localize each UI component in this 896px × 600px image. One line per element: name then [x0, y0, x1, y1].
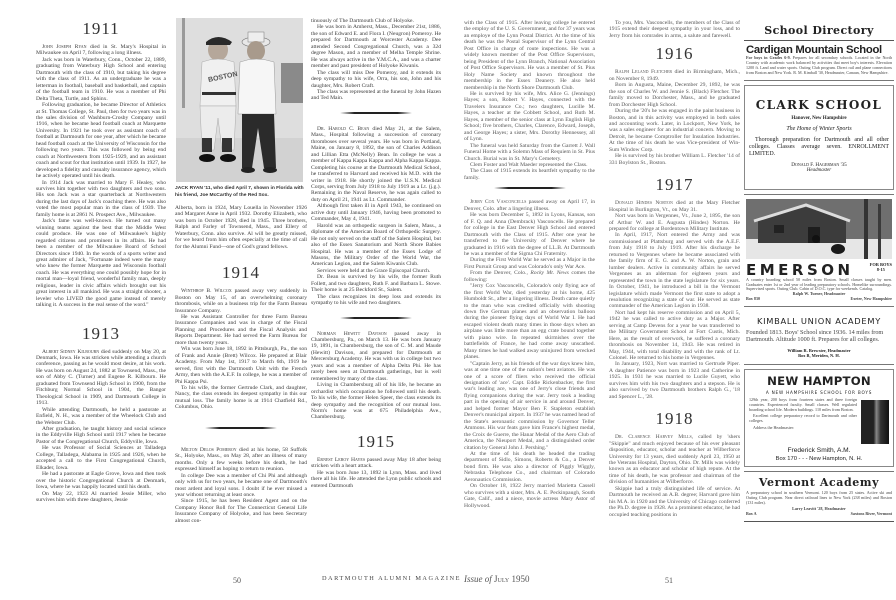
obituary-paragraph: Jerry Cox Vasconcells passed away on April 17, in Denver, Colo. after a lingering illness. — [464, 199, 595, 212]
issue-date: Issue of July 1950 — [464, 574, 530, 584]
obituary-paragraph: To his wife, the former Gertrude Clark, and daughter, Nancy, the class extends its deepest sympathy in this our mutual loss. The family home is at 1914 Chatfield Rd., Columbus, Ohio. — [175, 384, 307, 411]
section-divider — [205, 427, 277, 429]
school-location: Hanover, New Hampshire — [791, 115, 847, 121]
ad-clark-school — [744, 85, 894, 190]
class-year-heading: 1913 — [82, 323, 120, 343]
obituary-paragraph: He is survived by his wife, Mrs. Alice G. (Jennings) Hayes; a son, Robert V. Hayes, connected with the Travelers Insurance Co.; two daughters, Lucille M. Hayes, a teacher at the Cobbett School, and Ruth M. Hayes, a member of the senior class at Lynn English High School; five brothers, Charles, Clarence, Edward, Joseph, and George Hayes; a sister, Mrs. Dorothy Hennessey, all of Lynn. — [464, 90, 595, 143]
school-name: NEW HAMPTON — [767, 373, 871, 388]
obituary-paragraph: tinuously of The Dartmouth Club of Holyoke. — [311, 18, 414, 24]
ad-body: A preparatory school in southern Vermont. 120 boys from 25 states. Active ski and Outing Club program. Near direct railroad lines to New York (238 miles) and Boston (131 miles). — [746, 489, 892, 505]
emerson-photo — [746, 199, 892, 259]
obituary-paragraph: Clem Foster and Walt Maeder represented the Class. — [470, 161, 588, 168]
decedent-name: John Joseph Ryan — [42, 44, 87, 50]
page-number-right: 51 — [665, 576, 673, 585]
school-name: EMERSON — [746, 260, 854, 279]
headmaster-name: Donald F. Hagerman '35 — [791, 161, 847, 168]
school-subtitle: A NEW HAMPSHIRE SCHOOL FOR BOYS — [765, 389, 873, 395]
obituary-paragraph: Nort had kept his reserve commission and on April 5, 1942 he was called to active duty as a Major. After serving at Camp Devens for a year he was transferred to the Military Government School at Fort Custis, Mich. Here, as the result of overwork, he suffered a coronary thrombosis on November 14, 1943. He was retired in May, 1944, with total disability and with the rank of Lt. Colonel. He returned to his home in Vergennes. — [609, 309, 740, 362]
obituary-paragraph: "Captain Jerry, as his friends of the war days knew him, was at one time one of the nation's best aviators. He was one of a score of fliers who received the official designation of 'ace'. Capt. Eddie Rickenbacker, the first war's leading ace, was one of Jerry's close friends and flying companions during the war. Jerry took a leading part in the opening of air service in and around Denver, and helped former Mayor Ben F. Stapleton establish Denver's municipal airport. In 1937 he was named head of the State's aeronautic commission by Governor Teller Ammons. His war feats gave him France's highest medal, the Croix de Guerre, the Hanar Medal of the Aero Club of America, the Nieuport Medal, and a distinguished order citation by General John J. Pershing." — [464, 360, 595, 451]
ad-kimball-union-academy — [744, 307, 894, 365]
obituary-paragraph: Although first taken ill in April 1943, he continued on active duty until January 1946, having been promoted to Commander, May 4, 1941. — [311, 203, 441, 223]
ad-body: 129th year, 200 boys from fourteen states and three foreign countries. Experienced faculty. Small classes. Well regulated boarding school life. Modern buildings. 110 miles from Boston. — [749, 396, 857, 412]
decedent-name: Winthrop B. Wilcox — [181, 288, 232, 295]
ad-body: Thorough preparation for Dartmouth and all other colleges. Classes average seven. ENROLLMENT LIMITED. — [749, 136, 889, 158]
obituary-paragraph: In 1914 Jack was married to Mary F. Healey, who survives him together with two daughters and two sons. His son Jack was a star quarterback at Northwestern during the last days of Jack's coaching there. He was also voted the most popular man in the class of 1939. The family home is at 2861 N. Prospect Ave., Milwaukee. — [36, 179, 166, 218]
headmaster-name: Ralph W. Turner, Headmaster — [792, 291, 846, 297]
magazine-title: DARTMOUTH ALUMNI MAGAZINE — [322, 575, 461, 582]
obituary-paragraph: After graduation, he taught history and social science in the Eddyville High School until 1917 when he became Pastor of the Congregational Church, Eddyville, Iowa. — [36, 426, 166, 445]
emerson-address: Box 830 Exeter, New Hampshire — [746, 296, 892, 302]
new-hampton-image — [861, 400, 889, 444]
column-1 — [36, 14, 166, 503]
ad-body: A country boarding school 50 miles from Boston. Small classes taught by men. Graduates enter 1st or 2nd year of leading preparatory schools. Homelike surroundings. Supervised sports. Outing Club. Cabin of D.O.C. type for weekends. Catalog. — [746, 276, 892, 292]
decedent-name: Dr. Clarence Harvey Mills — [615, 434, 692, 441]
obituary-paragraph: Nort was born in Vergennes, Vt., June 2, 1895, the son of Arthur W. and E. Augusta (Hindes) Norton. He prepared for college at Bordentown Military Institute. — [609, 213, 740, 232]
obituary-paragraph: The Class of 1915 extends its heartfelt sympathy to the family. — [464, 168, 595, 181]
section-divider — [340, 317, 412, 319]
obituary-paragraph: Since 1915, he has been Resident Agent and on the Company Honor Roll for The Connecticut General Life Insurance Company of Holyoke, and has been Secretary almost con- — [175, 498, 307, 524]
school-address: Box B, Meriden, N. H. — [798, 352, 840, 358]
photo-jack-ryan-joe-mccarthy — [176, 18, 303, 182]
obituary-paragraph: Dr. Harold C. Bean died May 21, at the Salem, Mass., Hospital following a succession of coronary thromboses over several years. He was born in Portland, Maine, on January 8, 1892, the son of Charles Addison and Lillian Etta (McNelly) Bean. In college he was a member of Kappa Kappa Kappa and Alpha Kappa Kappa. Completing his course at the Dartmouth Medical School, he transferred to Harvard and received his M.D. with the writer in 1918. He shortly joined the U.S.N. Medical Corps, serving from July 1918 to July 1919 as a Lt. (j.g.). Remaining in the Naval Reserve, he was again called to duty on April 21, 1941 as Lt. Commander. — [311, 125, 442, 203]
obituary-paragraph: Ralph Leland Fletcher died in Birmingham, Mich., on November 8, 1949. — [609, 69, 740, 82]
obituary-paragraph: "Jerry Cox Vasconcells, Colorado's only flying ace of the first World War, died yesterday at his home, 425 Humboldt St., after a lingering illness. Death came quietly to the man who was credited officially with shooting down five German planes and an observation balloon during the pioneer flying days of World War I. He had escaped violent death many times in those days when an airplane was little more than an egg crate bound together with piano wire. In repeated skirmishes over the battlefields of France, he had come away unscathed. Many times he had walked away uninjured from wrecked planes. — [464, 283, 595, 361]
section-divider — [340, 112, 412, 114]
obituary-paragraph: Jack was born in Waterbury, Conn., October 22, 1889, graduating from Waterbury High School and entering Dartmouth with the class of 1910, but taking his degree with the class of 1911. As an undergraduate he was a letterman in football, baseball and basketball, and captain of the football team in 1910. He was a member of Phi Delta Theta, Turtle, and Sphinx. — [36, 56, 166, 102]
school-name: KIMBALL UNION ACADEMY — [757, 316, 881, 327]
ad-body: Excellent college preparatory record to Dartmouth and other colleges. — [749, 413, 857, 424]
directory-title: School Directory — [744, 24, 894, 41]
decedent-name: Donald Hindes Norton — [615, 200, 673, 207]
class-year-heading: 1917 — [655, 175, 694, 195]
obituary-paragraph: He is survived by his brother William L. Fletcher '14 of 331 Boylston St., Boston. — [609, 153, 740, 166]
page-number-left: 50 — [233, 576, 241, 585]
decedent-name: Albert Sidney Kilbourn — [42, 348, 100, 355]
column-5 — [609, 20, 740, 518]
address-label: Address the Headmaster: — [753, 425, 795, 431]
decedent-name: Norman Hewitt Davison — [317, 330, 387, 337]
decedent-name: Milton Delos Pomeroy — [181, 446, 237, 453]
obituary-paragraph: with the Class of 1915. After leaving college he entered the employ of the U. S. Government, and for 37 years was an employe of the Lynn Postal District. At the time of his death he was the Postal Supervisor of the Lynn Central Post Office in charge of route inspections. He was a widely known member of the Post Office Supervisors, being President of the Lynn Branch, National Association of Post Office Supervisors. He was a member of St. Pius Holy Name Society and known throughout the membership in the Essex Deanery. He also held membership in the North Shore Dartmouth Club. — [464, 20, 595, 91]
decedent-name: Ralph Leland Fletcher — [615, 69, 673, 76]
ad-body: Founded 1813. Boys' School since 1936. 14 miles from Dartmouth. Altitude 1000 ft. Prepares for all colleges. — [746, 329, 884, 344]
obituary-paragraph: Norman Hewitt Davison passed away in Chambersburg, Pa., on March 13. He was born January 19, 1891, in Chambersburg, the son of C. M. and Maude (Hewitt) Davison, and prepared for Dartmouth at Mercersburg Academy. He was with us in college but two years and was a member of Alpha Delta Phi. He has rarely been seen at Dartmouth gatherings, but is well remembered by many of the class. — [311, 330, 442, 382]
emerson-header — [746, 262, 892, 278]
obituary-paragraph: Win was born June 18, 1892 in Pittsburgh, Pa., the son of Frank and Annie (Brett) Wilcox. He prepared at Blair Academy. From May 1st, 1917 to March 6th, 1919 he served, first with the Dartmouth Unit with the French Army, then with the A.E.F. In college, he was a member of Phi Kappa Psi. — [175, 346, 307, 385]
decedent-name: Jerry Cox Vasconcells — [470, 199, 527, 206]
school-tagline: The Home of Winter Sports — [786, 125, 852, 132]
obituary-paragraph: The class will miss Dee Pomeroy, and it extends its deep sympathy to his wife, Orra, his son, John and his daughter, Mrs. Robert Craft. — [311, 69, 441, 89]
school-name: CLARK SCHOOL — [755, 97, 883, 112]
obituary-paragraph: He was Assistant Controller for three Farm Bureau Insurance Companies and was in charge of the Fiscal Planning and Procedures and the Fiscal Analysis and Reports Department. He had served the Farm Bureau for more than twenty years. — [175, 313, 307, 346]
ad-body: For boys in Grades 6-9. Prepares for all secondary schools. Located in the North Country with academic work balanced by activities that meet boy's interests. Elevation 1200 ft. Land and water sports. Outing Club program. Direct rail and plane connections from Boston and New York. R. M. Kimball '30, Headmaster, Canaan, New Hampshire. — [746, 55, 892, 75]
vermont-address: Box A Saxtons River, Vermont — [746, 511, 892, 517]
obituary-paragraph: While attending Dartmouth, he held a pastorate at Enfield, N. H., was a member of the Wheelock Club and the Webster Club. — [36, 406, 166, 426]
ad-vermont-academy — [744, 471, 894, 523]
ad-cardigan-mountain-school — [744, 41, 894, 81]
obituary-paragraph: Winthrop B. Wilcox passed away very suddenly in Boston on May 15, of an overwhelming coronary thrombosis, while on a business trip for the Farm Bureau Insurance Company. — [175, 288, 307, 314]
class-year-heading: 1918 — [655, 409, 694, 429]
photo-illustration — [176, 18, 303, 182]
obituary-paragraph: He had a pastorate at Eagle Grove, Iowa and then took over the historic Congregational Church at Denmark, Iowa, where he was happily located until his death. — [36, 471, 166, 491]
obituary-paragraph: On October 18, 1922 Jerry married Marietta Cassell who survives with a sister, Mrs. A. E. Peckinpaugh, South Gate, Calif., and a niece, movie actress Mary Astor of Hollywood. — [464, 483, 595, 509]
obituary-paragraph: Albert Sidney Kilbourn died suddenly on May 20, at Denmark, Iowa. He was stricken while attending a church conference, passing as he would most desire, at his work. He was born on August 24, 1882 at Townsend, Mass., the son of Abby C. (Turner) and Eugene R. Kilbourn. He graduated from Townsend High School in 1900, from the Fitchburg Normal School in 1904, the Bangor Theological School in 1909, and Dartmouth College in 1913. — [36, 348, 166, 407]
obituary-paragraph: Dr. Bean is survived by his wife, the former Ruth Follett, and two daughters, Ruth F. and Barbara L. Stowe. Their home is at 25 Beckford St., Salem. — [311, 274, 441, 294]
school-address: Box 170 - - - New Hampton, N. H. — [775, 455, 863, 462]
obituary-paragraph: Following graduation, he became Director of Athletics at St. Thomas College, St. Paul, then for two years was in the sales division of Washburn-Crosby Company until 1916, when he became head football coach at Marquette University. In 1921 he took over as assistant coach of football at Dartmouth for one year, after which he became head football coach at the University of Wisconsin for the following two years. This was followed by being end coach at Northwestern from 1925-1929, and an assistant coach and scout for that institution until 1939. In 1927, he developed a fidelity and casualty insurance agency, which he actively operated until his death. — [36, 102, 166, 180]
svg-text:BOSTON: BOSTON — [207, 70, 239, 84]
obituary-paragraph: He was born in Amherst, Mass., December 21st, 1886, the son of Edward E. and Flora I. (Neugron) Pomeroy. He prepared for Dartmouth at Worcester Academy. Dee attended Second Congregational Church, was a 32d degree Mason, and a member of Melha Temple Shrine. He was always active in the Y.M.C.A., and was a charter member and past president of Holyoke Kiwanis. — [311, 24, 441, 70]
obituary-paragraph: During the '20's he was engaged in the paint business in Boston, and in this activity was employed in both sales and accounting work. Later, in Lockport, New York, he was a sales engineer for an industrial concern. Moving to Detroit, he became Comptroller for Insulation Industries. At the time of his death he was Vice-president of Win-Sum Window Corp. — [609, 108, 740, 153]
obituary-paragraph: In college Dee was a member of Chi Phi and although only with us for two years, he became one of Dartmouth's most ardent and loyal sons. I doubt if he ever missed a year without returning at least once. — [175, 472, 307, 498]
obituary-paragraph: Ernest Leroy Hayes passed away May 18 after being stricken with a heart attack. — [311, 456, 441, 470]
obituary-paragraph: The funeral was held Saturday from the Garrett J. Wall Funeral Home with a Solemn Mass of Requiem in St. Pius Church. Burial was in St. Mary's Cemetery. — [464, 142, 595, 162]
cabin-illustration — [746, 199, 892, 259]
obituary-paragraph: From the Denver, Colo., Rocky Mt. News comes the following: — [464, 270, 595, 283]
newspaper-title: Rocky Mt. News — [530, 270, 569, 277]
obituary-paragraph: Harold was an orthopedic surgeon in Salem, Mass., a diplomate of the American Board of Orthopedic Surgery. He not only served on the staff of the Salem Hospital, but also of the Essex Sanatorium and North Shore Babies Hospital. He was a member of the Essex Lodge of Masons, the Military Order of the World War, the American Legion, and the Salem Kiwanis Club. — [311, 222, 441, 268]
obituary-paragraph: During the First World War he served as a Major in the First Pursuit Group and was Colorado's only War Ace. — [464, 257, 595, 270]
school-name: Vermont Academy — [758, 475, 880, 489]
obituary-paragraph: On May 22, 1923 Al married Jessie Miller, who survives him with three daughters, Jessie — [36, 490, 166, 503]
photo-caption: JACK RYAN '11, who died April 7, shown in Florida with his friend, Joe McCarthy of the Red Sox. — [175, 186, 304, 198]
obituary-paragraph: Jack's fame was well-known. He turned out many winning teams against the best that the Middle West could produce. He was one of Milwaukee's highly regarded citizens and prominent in its affairs. He had been a member of the Milwaukee Board of School Directors since 1940. In the words of a sports writer and great admirer of Jack, "Fortunate indeed were the many who knew the former Marquette and Wisconsin football coach. He was everything one could possibly hope for in mortal man—loyal friend, wonderful family man, deeply religious, leader in civic affairs which brought out his great interest in all mankind. He was a straight shooter, a leveler who LIVED the good game instead of merely talking it. A success in the real sense of the word." — [36, 218, 166, 309]
section-divider — [494, 187, 566, 189]
obituary-paragraph: In April, 1917, Nort entered the Army and was commissioned at Plattsburg and served with the A.E.F. from July 1918 to July 1919. After his discharge he returned to Vergennes where he became associated with the family firm of E. G. and A. W. Norton, grain and lumber dealers. Active in community affairs he served Vergennes as an alderman for eighteen years and represented the town in the state legislature for six years. In October, 1941, he introduced a bill in the Vermont legislature which made Vermont the first state to adopt a resolution recognizing a state of war. He served as state commander of the American Legion in 1938. — [609, 232, 740, 310]
obituary-paragraph: To you, Mrs. Vasconcells, the members of the Class of 1915 extend their deepest sympathy in your loss, and to Jerry from his comrades in arms, a salute and farewell. — [609, 20, 740, 39]
column-2 — [175, 205, 307, 524]
headmaster-title: Headmaster — [806, 167, 832, 173]
school-directory — [744, 24, 894, 522]
obituary-paragraph: The class recognizes its deep loss and extends its sympathy to his wife and two daughters. — [311, 293, 441, 307]
obituary-paragraph: He was born December 5, 1892 in Lyons, Kansas, son of F. Q. and Anna (Dembrack) Vasconcells. He prepared for college in the East Denver High School and entered Dartmouth with the Class of 1915. After one year he transferred to the University of Denver where he graduated in 1916 with the degree of LL.B. At Dartmouth he was a member of the Sigma Chi Fraternity. — [464, 212, 595, 257]
obituary-paragraph: Living in Chambersburg all of his life, he became an orchardist which occupation he followed until his death. To his wife, the former Helen Speer, the class extends its deep sympathy and the recognition of our mutual loss. Norm's home was at 675 Philadelphia Ave., Chambersburg. — [311, 382, 441, 421]
school-name: Cardigan Mountain School — [746, 44, 882, 56]
obituary-paragraph: The class was represented at the funeral by John Hazen and Ted Main. — [311, 88, 441, 102]
column-4 — [464, 20, 595, 509]
emerson-grades: FOR BOYS 8-15 — [869, 261, 892, 272]
decedent-name: Dr. Harold C. Bean — [317, 125, 370, 132]
ad-new-hampton — [744, 369, 894, 467]
class-year-heading: 1915 — [357, 431, 395, 451]
class-year-heading: 1914 — [222, 263, 260, 283]
obituary-paragraph: Alberta, born in 1924, Mary Louella in November 1926 and Margaret Anne in April 1932. Dorothy Elizabeth, who was born in October 1928, died in 1945. Three brothers, Ralph and Farley of Townsend, Mass., and Ellery of Waterbury, Conn. also survive. Al will be greatly missed, for we heard from him often especially at the time of call for the Alumni Fund—one of God's grand fellows. — [175, 205, 307, 250]
obituary-paragraph: John Joseph Ryan died in St. Mary's Hospital in Milwaukee on April 7, following a long illness. — [36, 44, 166, 57]
obituary-paragraph: He was born June 13, 1892 in Lynn, Mass. and lived there all his life. He attended the Lynn public schools and entered Dartmouth — [311, 469, 441, 489]
ad-emerson — [744, 194, 894, 308]
obituary-paragraph: He was Professor of Social Sciences at Talladega College, Talladega, Alabama in 1925 and 1926, when he accepted a call to the First Congregational Church, Elkader, Iowa. — [36, 445, 166, 471]
class-year-heading: 1916 — [655, 44, 694, 64]
headmaster-name: Larry Leavitt '28, Headmaster — [792, 506, 846, 512]
column-3 — [311, 18, 441, 489]
obituary-paragraph: Services were held at the Grace Episcopal Church. — [317, 267, 431, 274]
headmaster-name: Frederick Smith, A.M. — [787, 446, 851, 454]
class-year-heading: 1911 — [82, 19, 120, 38]
obituary-paragraph: Milton Delos Pomeroy died at his home, 58 Suffolk St., Holyoke, Mass., on May 28, after an illness of many months. Only a few weeks before his death, he had expressed himself as hoping to return to reunion. — [175, 446, 307, 473]
obituary-paragraph: Skippie had a truly distinguished life of service. At Dartmouth he received an A.B. degree; Harvard gave him his M.A. in 1920 and the University of Chicago conferred the Ph.D. degree in 1928. As a prominent educator, he had occupied teaching positions in — [609, 485, 740, 518]
obituary-paragraph: Born in Augusta, Maine, December 29, 1892, he was the son of Charles W. and Jennie S. (Black) Fletcher. The family moved to Dorchester, Mass., and he graduated from Dorchester High School. — [609, 82, 740, 108]
obituary-paragraph: Donald Hindes Norton died at the Mary Fletcher Hospital in Burlington, Vt., on May 31. — [609, 200, 740, 213]
obituary-paragraph: In January, 1923, Nort was married to Gertrude Piper. A daughter Patience was born in 1923 and Catherine in 1925. In 1931 he was married to Lucile Guyett, who survives him with his two daughters and a stepson. He is also survived by two Dartmouth brothers Ralph G., '18 and Spencer L., '28. — [609, 361, 740, 400]
obituary-paragraph: Dr. Clarence Harvey Mills, called by 'shers "Skippie" and much enjoyed because of his ever pleasant disposition, educator, scholar and teacher at Wilberforce University for 13 years, died suddenly April 23, 1950 at the Veterans Hospital, Dayton, Ohio. Dr. Mills was widely known as an educator and scholar of high repute. At the time of his death, he was professor and chairman of the division of humanities at Wilberforce. — [609, 434, 740, 486]
obituary-paragraph: At the time of his death he headed the trading department of Sidlo, Simons, Roberts & Co., a Denver bond firm. He was also a director of Piggly Wiggly, Nebraska Telephone Co., and chairman of Colorado Aeronautics Commission. — [464, 451, 595, 483]
decedent-name: Ernest Leroy Hayes — [317, 456, 366, 463]
headmaster-name: William R. Brewster, Headmaster — [787, 347, 851, 353]
